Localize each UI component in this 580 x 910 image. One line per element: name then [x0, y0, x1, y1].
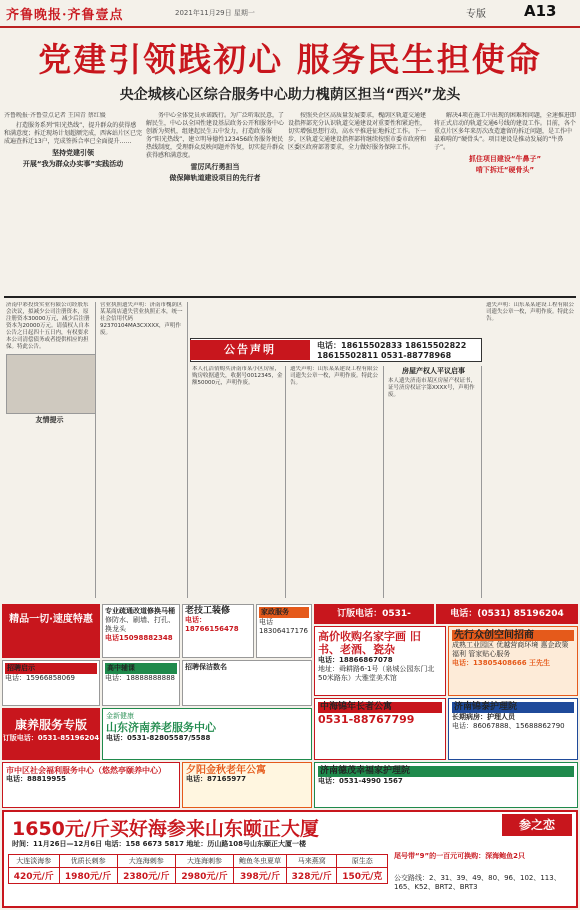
- article-col-3-text: 按照央企区高质量发展要求，槐荫区轨道交通建设指挥部充分认识轨道交通建设对重要性和紧迫性，切实增强思想行动，高水平推进征地拆迁工作。下一步，区轨道交通建设指挥部将继续按照市委市政府和区委区政府部署要求，全力做好服务保障工作。: [288, 112, 427, 151]
- notice-col-1: [4, 302, 96, 598]
- subheading-2: 开展“我为群众办实事”实践活动: [22, 160, 124, 168]
- price-value: 2380元/斤: [123, 872, 170, 882]
- notice-text: 遗失声明：山东某某建设工程有限公司遗失公章一枚，声明作废。特此公告。: [290, 366, 379, 386]
- elder-center-phone: 电话：0531-82805587/5588: [106, 734, 211, 742]
- nursing-phone: 电话：86067888、15688862790: [452, 722, 565, 730]
- notice-col-3: [190, 366, 286, 598]
- price-name: 优质长刺参: [59, 855, 117, 868]
- sea-cucumber-time: 时间：11月26日—12月6日 电话：158 6673 5817 地址：历山路108号山东颐正大厦一楼: [12, 840, 307, 848]
- sun-elder-title: 济南德茂幸福家护理院: [318, 766, 574, 777]
- ads-section: [0, 600, 580, 910]
- notices-section: [4, 302, 576, 598]
- price-value: 1980元/斤: [64, 872, 112, 882]
- education-title: 高中辅课: [105, 663, 177, 674]
- price-value: 398元/斤: [240, 872, 281, 882]
- price-value: 328元/斤: [291, 872, 332, 882]
- ad-antique: [314, 626, 446, 696]
- bus-routes: 公交路线：2、31、39、49、80、96、102、113、165、K52、BRT2、BRT3: [394, 874, 561, 891]
- invest-phone: 电话：13805408666 王先生: [452, 659, 551, 667]
- subheading-5: 抓住项目建设“牛鼻子”: [468, 155, 542, 163]
- article-col-2-text: 务中心全体党员承诺践行。为广泛听取民意，了解民生，中心以全国性建设基层政务公开和服务中心创新为契机，组建起民生五中发力，打造政务服务“阳光热线”，建立明导德性123456政务服务便民热线制度，受理群众反映问题并答复，切实提升群众获得感和满意度。: [146, 112, 284, 159]
- notice-title: 公告声明: [190, 340, 310, 360]
- ad-recruit: [2, 660, 100, 706]
- ad-order-line-2: 电话：(0531) 85196204: [436, 604, 578, 624]
- notice-text: 济南中彩投资实业有限公司经股东会决议，拟减少公司注册资本，原注册资本30000万元，减少后注册资本为20000万元。请债权人自本公告之日起四十五日内，有权要求本公司清偿债务或者提供相应的担保。特此公告。: [6, 302, 90, 350]
- sea-cucumber-brand: 参之恋: [502, 814, 572, 836]
- article-byline: 齐鲁晚报·齐鲁壹点记者 王国青 蔡红媛: [4, 112, 106, 119]
- article-lead: 打造服务系列“阳光热线”，提升群众的获得感和满意度；拆迁现场计划超额完成，西客站片区已完成遍查拆迁13户，完成签拆合率已全面提升……: [4, 122, 142, 145]
- elder-center-title: 山东济南养老服务中心: [106, 721, 216, 734]
- notice-phones: 电话：18615502833 18615502822 18615502811 0531-88778968: [317, 341, 467, 360]
- ad-invest: [448, 626, 578, 696]
- ad-elder-banner: [2, 708, 100, 760]
- sea-cucumber-side: 尾号带“9”的一百元可换购：深海鲍鱼2只: [394, 852, 525, 860]
- senior-apt-title: 中海锦年长者公寓: [318, 702, 442, 713]
- house-heading: 房屋产权人平议启事: [402, 367, 465, 375]
- issue-date: 2021年11月29日 星期一: [175, 9, 255, 17]
- price-name: 鲍鱼冬虫夏草: [234, 855, 287, 868]
- elder-banner-title: 康养服务专版: [14, 718, 87, 732]
- price-name: 大连海刺参: [117, 855, 175, 868]
- elder-center-sub: 金新健康: [106, 712, 134, 720]
- tutor-phone: 电话：18766156478: [185, 616, 239, 633]
- price-name: 大连海刺参: [175, 855, 233, 868]
- hiring-title: 招聘保洁数名: [185, 663, 227, 671]
- notice-text: 本人遗失济南市某区房屋产权证书，证号济房权证字第XXXX号，声明作废。: [388, 378, 477, 398]
- sea-cucumber-headline: 1650元/斤买好海参来山东颐正大厦: [12, 818, 319, 840]
- autumn-phone: 电话：87165977: [186, 775, 246, 783]
- price-name: 原生态: [337, 855, 388, 868]
- antique-addr: 地址：舜耕路6-1号（泉城公园东门北50米路东）大雅堂美术馆: [318, 665, 435, 682]
- article-col-1: [4, 112, 142, 294]
- ad-hiring: [182, 660, 312, 706]
- housekeeping-title: 家政服务: [259, 607, 309, 618]
- notice-text: 本人孔洁倩购买济南市某小区房屋，购房收据遗失，收据号0012345，金额50000元，声明作废。: [192, 366, 283, 386]
- notice-col-6: [484, 302, 576, 598]
- headline-title: 党建引领践初心 服务民生担使命: [38, 40, 542, 79]
- ad-elder-center: [102, 708, 312, 760]
- ad-charity: [2, 762, 180, 808]
- subheading-1: 坚持党建引领: [52, 149, 94, 157]
- price-name: 大连淡海参: [9, 855, 60, 868]
- price-value: 420元/斤: [13, 872, 54, 882]
- notice-photo: [6, 354, 96, 414]
- plumber-sub: 修防水、刷墙、打孔、换龙头: [105, 616, 175, 633]
- ad-sea-cucumber: [2, 810, 578, 908]
- price-name: 马来燕窝: [286, 855, 337, 868]
- plumber-phone: 电话15098882348: [105, 634, 173, 642]
- notice-col-5: [386, 366, 482, 598]
- antique-phone: 电话：18866867078: [318, 656, 393, 664]
- article-col-2: [146, 112, 284, 294]
- article-body: [4, 112, 576, 294]
- section-rule: [4, 296, 576, 298]
- notice-col-4: [288, 366, 384, 598]
- notice-col-2: [98, 302, 188, 598]
- ad-senior-apt: [314, 698, 446, 760]
- price-table: [8, 854, 388, 884]
- charity-phone: 电话：88819955: [6, 775, 66, 783]
- notice-text: 营业执照遗失声明：济南市槐荫区某某商店遗失营业执照正本，统一社会信用代码92370104MA3CXXXX，声明作废。: [100, 302, 183, 336]
- newspaper-logo: 齐鲁晚报·齐鲁壹点: [6, 8, 124, 23]
- ad-tutor: [182, 604, 254, 658]
- subheading-4: 做保障轨道建设项目的先行者: [169, 174, 261, 182]
- ad-order-line: 订版电话：0531-: [314, 604, 434, 624]
- nursing-sub: 长期病房：护理人员: [452, 713, 515, 721]
- invest-sub: 成熟工业园区 优越营商环境 惠企政策福利 管家贴心服务: [452, 641, 569, 658]
- section-label: 专版: [466, 9, 486, 20]
- nursing-title: 济南锦泰护理院: [452, 702, 574, 713]
- headline-subtitle: 央企城核心区综合服务中心助力槐荫区担当“西兴”龙头: [119, 87, 461, 103]
- price-value: 2980元/斤: [181, 872, 228, 882]
- subheading-3: 雷厉风行勇担当: [190, 163, 240, 171]
- antique-title: 高价收购名家字画 旧书、老酒、瓷杂: [318, 630, 421, 656]
- education-phone: 电话：18888888888: [105, 674, 175, 682]
- ad-autumn: [182, 762, 312, 808]
- recruit-title: 招聘启示: [5, 663, 97, 674]
- ad-sun-elder: [314, 762, 578, 808]
- ad-plumber: [102, 604, 180, 658]
- notice-text: 遗失声明：山东某某建设工程有限公司遗失公章一枚，声明作废。特此公告。: [486, 302, 575, 322]
- tutor-title: 老技工装修: [185, 606, 231, 616]
- article-col-3: [288, 112, 428, 294]
- photo-caption: 友情提示: [35, 416, 64, 424]
- ad-nursing: [448, 698, 578, 760]
- ad-education: [102, 660, 180, 706]
- housekeeping-phone: 电话18306417176: [259, 618, 308, 635]
- charity-title: 市中区社会福利服务中心（悠然亭颐养中心）: [6, 766, 166, 775]
- ad-housekeeping: [256, 604, 312, 658]
- recruit-phone: 电话：15966858069: [5, 674, 75, 682]
- ad-left-banner: 精品一切·速度特惠: [2, 604, 100, 658]
- page-number: A13: [524, 2, 557, 20]
- elder-banner-phone: 订版电话：0531-85196204: [2, 734, 100, 742]
- sun-elder-phone: 电话：0531-4990 1567: [318, 777, 403, 785]
- price-value: 150元/克: [342, 872, 383, 882]
- autumn-title: 夕阳金秋老年公寓: [186, 765, 266, 776]
- subheading-6: 啃下拆迁“硬骨头”: [475, 166, 535, 174]
- page-header: [0, 0, 580, 28]
- invest-title: 先行众创空间招商: [452, 630, 574, 641]
- article-col-4: [434, 112, 576, 294]
- article-col-4-text: 解决4项在施工中出现的困难和问题，全速推进即将正式启动的轨道交通6号线的建设工作。目前，各个重点片区多年来历次改造遗留的拆迁问题，是工作中最难啃的“硬骨头”。项目建设是推动发展的“牛鼻子”。: [434, 112, 576, 151]
- plumber-title: 专业疏通改道修换马桶: [105, 607, 175, 615]
- senior-apt-phone: 0531-88767799: [318, 713, 415, 726]
